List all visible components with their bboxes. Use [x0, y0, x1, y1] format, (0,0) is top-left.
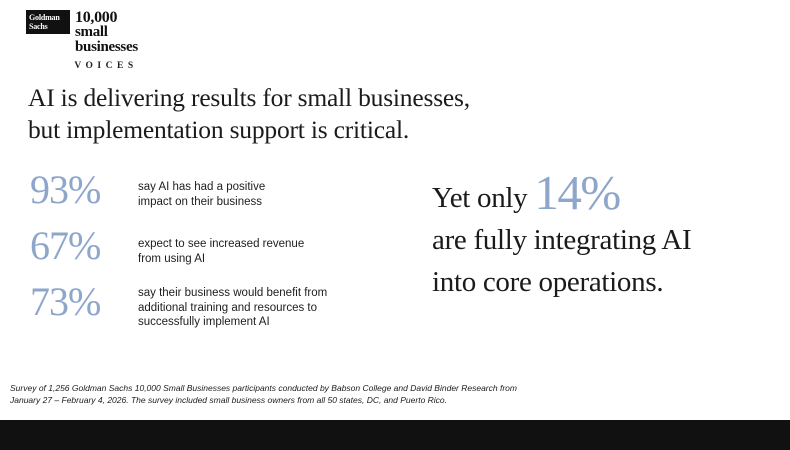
list-item	[30, 280, 430, 330]
stat-description-line-1: say AI has had a positive	[138, 181, 266, 193]
stat-description	[138, 224, 304, 266]
stat-description-line-3: successfully implement AI	[138, 316, 270, 328]
stat-description-line-2: additional training and resources to	[138, 301, 318, 314]
stat-percent: 67%	[30, 223, 101, 268]
highlight-line-3: into core operations.	[432, 266, 664, 298]
page-title	[28, 82, 548, 146]
logo-mark-line-2: Sachs	[29, 22, 48, 31]
headline-line-2: but implementation support is critical.	[28, 115, 410, 144]
headline-line-1: AI is delivering results for small businesses,	[28, 83, 470, 112]
highlight-line-1	[432, 165, 772, 220]
highlight-lead-text: Yet only	[432, 182, 528, 214]
stat-percent: 73%	[30, 279, 101, 324]
stat-description-line-1: expect to see increased revenue	[138, 238, 305, 250]
stat-percent: 93%	[30, 167, 101, 212]
stat-description	[138, 168, 265, 209]
list-item	[30, 168, 430, 212]
stat-description-line-2: impact on their business	[138, 195, 263, 208]
highlight-line-2: are fully integrating AI	[432, 224, 692, 256]
logo-wordmark	[75, 10, 138, 55]
footnote-line-1: Survey of 1,256 Goldman Sachs 10,000 Small Businesses participants conducted by Babson College and David Binder Research from	[10, 383, 517, 393]
logo-row	[26, 10, 196, 55]
highlight-statement	[432, 165, 772, 303]
logo-wordmark-line-3: businesses	[75, 39, 138, 55]
list-item	[30, 224, 430, 268]
stat-description	[138, 280, 327, 330]
logo-wordmark-line-1: 10,000	[75, 9, 118, 26]
stat-description-line-2: from using AI	[138, 252, 206, 265]
goldman-sachs-logo-mark	[26, 10, 70, 34]
stat-description-line-1: say their business would benefit from	[138, 287, 328, 299]
stat-list	[30, 168, 430, 342]
bottom-accent-bar	[0, 420, 790, 450]
source-footnote	[10, 382, 610, 406]
brand-logo	[26, 10, 196, 71]
logo-sub-label: VOICES	[74, 61, 138, 71]
footnote-line-2: January 27 – February 4, 2026. The survey included small business owners from all 50 states, DC, and Puerto Rico.	[10, 395, 448, 405]
logo-wordmark-line-2: small	[75, 24, 108, 40]
highlight-percent: 14%	[534, 165, 620, 220]
logo-mark-line-1: Goldman	[29, 13, 60, 22]
